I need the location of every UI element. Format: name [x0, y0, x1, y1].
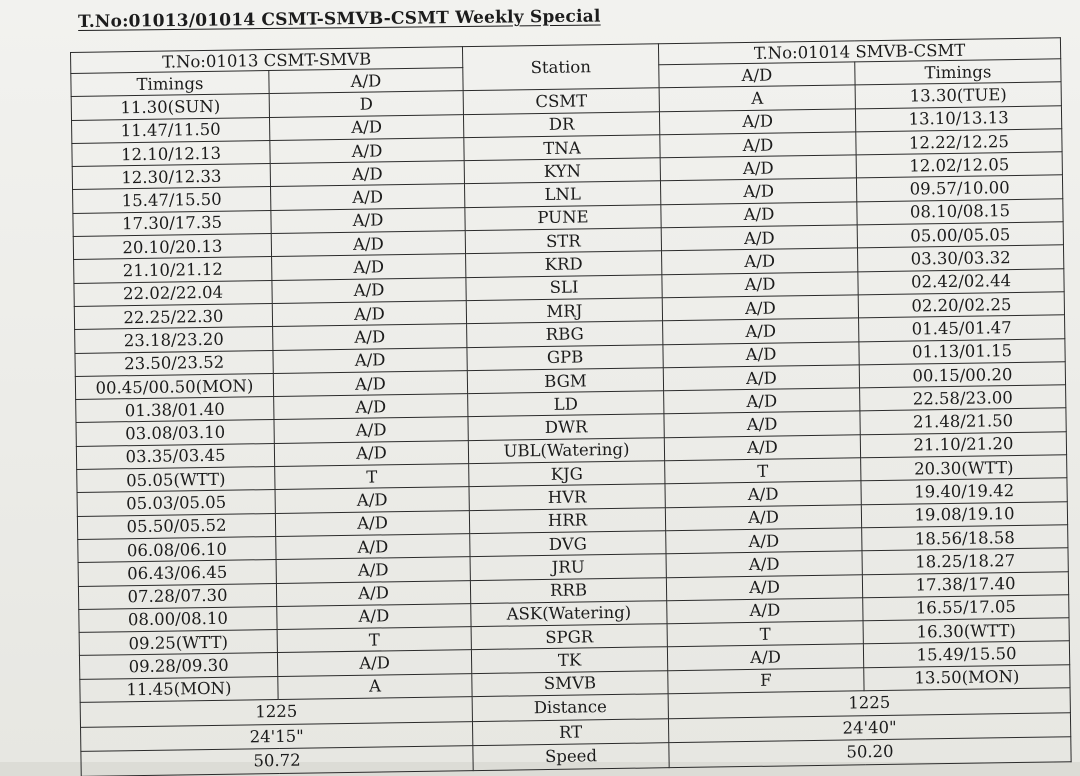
right-timing-cell: 00.15/00.20 — [859, 362, 1065, 388]
right-timings-header: Timings — [855, 59, 1061, 85]
right-ad-cell: A/D — [667, 598, 863, 624]
left-timing-cell: 09.28/09.30 — [79, 653, 277, 679]
station-column-header: Station — [462, 44, 659, 91]
station-cell: BGM — [467, 368, 663, 394]
right-speed-value: 50.20 — [669, 737, 1071, 767]
left-ad-cell: A/D — [272, 277, 466, 303]
summary-label: Distance — [472, 694, 668, 721]
right-ad-cell: F — [668, 668, 864, 694]
right-timing-cell: 18.56/18.58 — [862, 525, 1068, 551]
right-timing-cell: 12.22/12.25 — [856, 129, 1062, 155]
right-ad-cell: A/D — [661, 202, 857, 228]
right-ad-cell: T — [667, 621, 863, 647]
right-ad-cell: A/D — [662, 248, 858, 274]
right-rt-value: 24'40" — [668, 712, 1070, 742]
left-timing-cell: 22.25/22.30 — [74, 303, 272, 329]
left-timing-cell: 23.50/23.52 — [75, 350, 273, 376]
right-ad-cell: A/D — [665, 504, 861, 530]
left-ad-cell: T — [275, 464, 469, 490]
left-ad-cell: A/D — [276, 534, 470, 560]
left-train-header: T.No:01013 CSMT-SMVB — [71, 47, 463, 74]
right-ad-cell: A/D — [666, 551, 862, 577]
summary-label: Speed — [473, 743, 669, 770]
right-ad-cell: A/D — [666, 574, 862, 600]
left-ad-cell: A/D — [274, 417, 468, 443]
right-timing-cell: 02.20/02.25 — [858, 292, 1064, 318]
timetable-body — [71, 82, 1070, 702]
station-cell: JRU — [470, 554, 666, 580]
right-timing-cell: 16.30(WTT) — [863, 618, 1069, 644]
left-ad-cell: A/D — [274, 394, 468, 420]
left-ad-cell: A/D — [270, 138, 464, 164]
station-cell: DWR — [468, 414, 664, 440]
right-ad-cell: A/D — [664, 411, 860, 437]
left-timing-cell: 01.38/01.40 — [76, 397, 274, 423]
left-ad-cell: A — [278, 673, 472, 699]
left-ad-cell: A/D — [274, 440, 468, 466]
right-ad-cell: A/D — [662, 295, 858, 321]
left-ad-cell: A/D — [269, 114, 463, 140]
left-timing-cell: 08.00/08.10 — [79, 606, 277, 632]
station-cell: HVR — [469, 484, 665, 510]
station-cell: KYN — [464, 158, 660, 184]
right-ad-header: A/D — [659, 62, 855, 88]
left-ad-cell: A/D — [270, 161, 464, 187]
right-timing-cell: 22.58/23.00 — [860, 385, 1066, 411]
right-timing-cell: 20.30(WTT) — [861, 455, 1067, 481]
summary-body — [80, 688, 1071, 776]
right-timing-cell: 12.02/12.05 — [856, 152, 1062, 178]
right-ad-cell: A/D — [666, 528, 862, 554]
right-ad-cell: A/D — [660, 178, 856, 204]
left-ad-cell: A/D — [272, 301, 466, 327]
document-title: T.No:01013/01014 CSMT-SMVB-CSMT Weekly Special — [78, 6, 601, 32]
left-timing-cell: 03.35/03.45 — [76, 443, 274, 469]
right-timing-cell: 09.57/10.00 — [856, 175, 1062, 201]
station-cell: TK — [471, 647, 667, 673]
left-timing-cell: 05.03/05.05 — [77, 490, 275, 516]
right-timing-cell: 19.08/19.10 — [861, 501, 1067, 527]
station-cell: DVG — [470, 531, 666, 557]
station-cell: LD — [468, 391, 664, 417]
left-timing-cell: 09.25(WTT) — [79, 630, 277, 656]
right-ad-cell: A/D — [660, 155, 856, 181]
left-ad-cell: A/D — [273, 347, 467, 373]
left-timing-cell: 11.30(SUN) — [71, 94, 269, 120]
right-timing-cell: 21.10/21.20 — [860, 432, 1066, 458]
left-ad-cell: A/D — [271, 207, 465, 233]
right-timing-cell: 21.48/21.50 — [860, 408, 1066, 434]
left-timing-cell: 12.30/12.33 — [72, 164, 270, 190]
station-cell: KJG — [469, 461, 665, 487]
station-cell: LNL — [465, 181, 661, 207]
station-cell: SMVB — [472, 670, 668, 696]
left-timing-cell: 05.05(WTT) — [77, 467, 275, 493]
right-ad-cell: A/D — [661, 225, 857, 251]
left-ad-cell: A/D — [272, 254, 466, 280]
station-cell: SPGR — [471, 624, 667, 650]
right-timing-cell: 13.30(TUE) — [855, 82, 1061, 108]
left-rt-value: 24'15" — [81, 721, 473, 751]
right-ad-cell: A/D — [665, 481, 861, 507]
station-cell: RRB — [470, 577, 666, 603]
right-timing-cell: 08.10/08.15 — [857, 199, 1063, 225]
station-cell: STR — [465, 228, 661, 254]
left-ad-cell: T — [277, 627, 471, 653]
station-cell: ASK(Watering) — [471, 601, 667, 627]
summary-label: RT — [472, 718, 668, 745]
station-cell: HRR — [469, 507, 665, 533]
timetable — [70, 37, 1072, 776]
right-timing-cell: 01.45/01.47 — [859, 315, 1065, 341]
left-ad-cell: A/D — [275, 510, 469, 536]
right-timing-cell: 13.50(MON) — [864, 664, 1070, 690]
left-ad-cell: A/D — [275, 487, 469, 513]
right-timing-cell: 15.49/15.50 — [863, 641, 1069, 667]
station-cell: GPB — [467, 344, 663, 370]
left-ad-cell: D — [269, 91, 463, 117]
left-ad-cell: A/D — [271, 184, 465, 210]
left-ad-cell: A/D — [276, 557, 470, 583]
left-ad-cell: A/D — [273, 371, 467, 397]
left-timing-cell: 05.50/05.52 — [77, 513, 275, 539]
right-ad-cell: A/D — [662, 272, 858, 298]
station-cell: SLI — [466, 274, 662, 300]
left-timing-cell: 20.10/20.13 — [73, 234, 271, 260]
left-speed-value: 50.72 — [81, 746, 473, 776]
left-ad-cell: A/D — [277, 650, 471, 676]
timetable-wrapper — [70, 37, 1072, 776]
left-timing-cell: 00.45/00.50(MON) — [75, 373, 273, 399]
right-ad-cell: A/D — [663, 365, 859, 391]
right-ad-cell: A/D — [667, 644, 863, 670]
left-timings-header: Timings — [71, 71, 269, 97]
left-ad-cell: A/D — [273, 324, 467, 350]
right-timing-cell: 01.13/01.15 — [859, 338, 1065, 364]
right-timing-cell: 03.30/03.32 — [858, 245, 1064, 271]
left-timing-cell: 22.02/22.04 — [74, 280, 272, 306]
right-timing-cell: 17.38/17.40 — [862, 571, 1068, 597]
left-timing-cell: 17.30/17.35 — [73, 210, 271, 236]
right-ad-cell: A/D — [664, 435, 860, 461]
left-timing-cell: 03.08/03.10 — [76, 420, 274, 446]
right-train-header: T.No:01014 SMVB-CSMT — [658, 38, 1060, 65]
station-cell: PUNE — [465, 205, 661, 231]
left-ad-cell: A/D — [277, 603, 471, 629]
right-timing-cell: 13.10/13.13 — [855, 105, 1061, 131]
right-ad-cell: A/D — [663, 318, 859, 344]
left-timing-cell: 11.47/11.50 — [72, 117, 270, 143]
station-cell: TNA — [464, 135, 660, 161]
left-ad-header: A/D — [269, 68, 463, 94]
right-ad-cell: A/D — [663, 341, 859, 367]
left-ad-cell: A/D — [276, 580, 470, 606]
left-ad-cell: A/D — [271, 231, 465, 257]
left-distance-value: 1225 — [80, 697, 472, 727]
left-timing-cell: 07.28/07.30 — [78, 583, 276, 609]
right-distance-value: 1225 — [668, 688, 1070, 718]
left-timing-cell: 23.18/23.20 — [75, 327, 273, 353]
right-timing-cell: 02.42/02.44 — [858, 268, 1064, 294]
right-ad-cell: T — [665, 458, 861, 484]
station-cell: CSMT — [463, 88, 659, 114]
station-cell: DR — [463, 111, 659, 137]
right-ad-cell: A — [659, 85, 855, 111]
left-timing-cell: 11.45(MON) — [80, 676, 278, 702]
right-ad-cell: A/D — [664, 388, 860, 414]
station-cell: UBL(Watering) — [468, 437, 664, 463]
right-ad-cell: A/D — [660, 132, 856, 158]
station-cell: MRJ — [466, 298, 662, 324]
left-timing-cell: 15.47/15.50 — [73, 187, 271, 213]
right-timing-cell: 19.40/19.42 — [861, 478, 1067, 504]
left-timing-cell: 21.10/21.12 — [74, 257, 272, 283]
left-timing-cell: 06.08/06.10 — [78, 536, 276, 562]
right-timing-cell: 18.25/18.27 — [862, 548, 1068, 574]
left-timing-cell: 06.43/06.45 — [78, 560, 276, 586]
left-timing-cell: 12.10/12.13 — [72, 140, 270, 166]
right-timing-cell: 16.55/17.05 — [863, 595, 1069, 621]
right-timing-cell: 05.00/05.05 — [857, 222, 1063, 248]
station-cell: RBG — [467, 321, 663, 347]
right-ad-cell: A/D — [659, 108, 855, 134]
station-cell: KRD — [466, 251, 662, 277]
